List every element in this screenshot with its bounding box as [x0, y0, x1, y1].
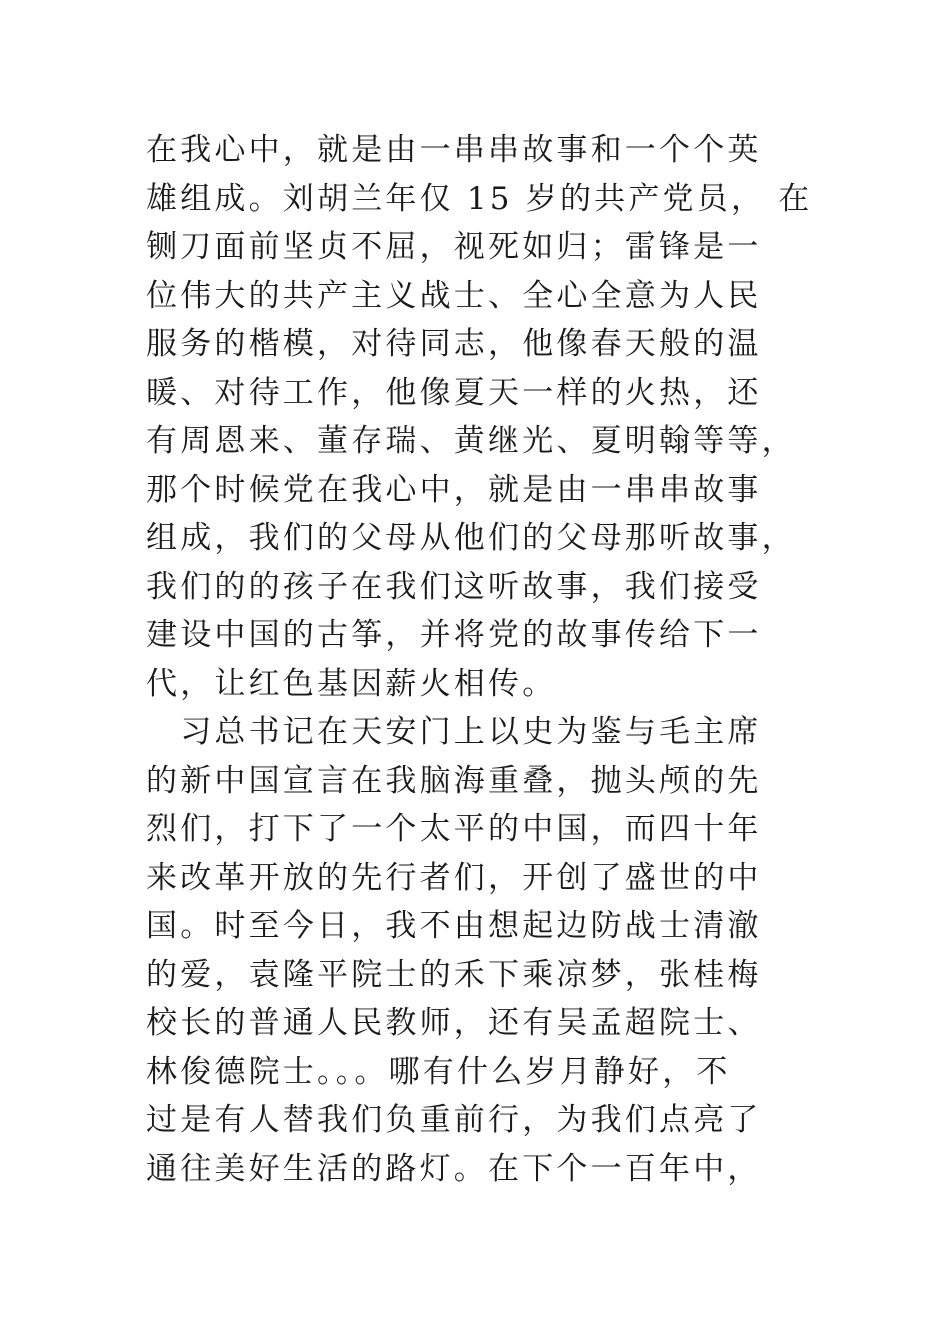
text-line: 在我心中，就是由一串串故事和一个个英 [146, 132, 762, 168]
text-line: 校长的普通人民教师，还有吴孟超院士、 [146, 1005, 762, 1041]
text-line: 过是有人替我们负重前行，为我们点亮了 [146, 1102, 762, 1138]
text-line: 建设中国的古筝，并将党的故事传给下一 [146, 617, 762, 653]
text-line: 雄组成。刘胡兰年仅 15 岁的共产党员， 在 [146, 180, 813, 217]
text-line: 铡刀面前坚贞不屈，视死如归；雷锋是一 [146, 229, 762, 265]
text-line: 位伟大的共产主义战士、全心全意为人民 [146, 277, 762, 314]
text-line: 通往美好生活的路灯。在下个一百年中， [146, 1150, 762, 1187]
text-line: 的新中国宣言在我脑海重叠，抛头颅的先 [146, 762, 762, 799]
text-line: 林俊德院士。。。哪有什么岁月静好，不 [146, 1053, 731, 1090]
text-line: 国。时至今日，我不由想起边防战士清澈 [146, 908, 762, 944]
text-line: 我们的的孩子在我们这听故事，我们接受 [146, 568, 762, 605]
text-line: 有周恩来、董存瑞、黄继光、夏明翰等等， [146, 423, 796, 459]
text-line: 的爱，袁隆平院士的禾下乘凉梦，张桂梅 [146, 956, 762, 993]
text-line: 来改革开放的先行者们，开创了盛世的中 [146, 859, 762, 896]
text-line: 代，让红色基因薪火相传。 [146, 665, 557, 702]
text-line: 那个时候党在我心中，就是由一串串故事 [146, 471, 762, 508]
text-line: 暖、对待工作，他像夏天一样的火热，还 [146, 374, 762, 411]
text-line: 烈们，打下了一个太平的中国，而四十年 [146, 811, 762, 847]
text-line: 组成，我们的父母从他们的父母那听故事， [146, 520, 796, 556]
text-line: 服务的楷模，对待同志，他像春天般的温 [146, 326, 762, 362]
text-line: 习总书记在天安门上以史为鉴与毛主席 [146, 714, 762, 750]
body-text [146, 126, 813, 1193]
